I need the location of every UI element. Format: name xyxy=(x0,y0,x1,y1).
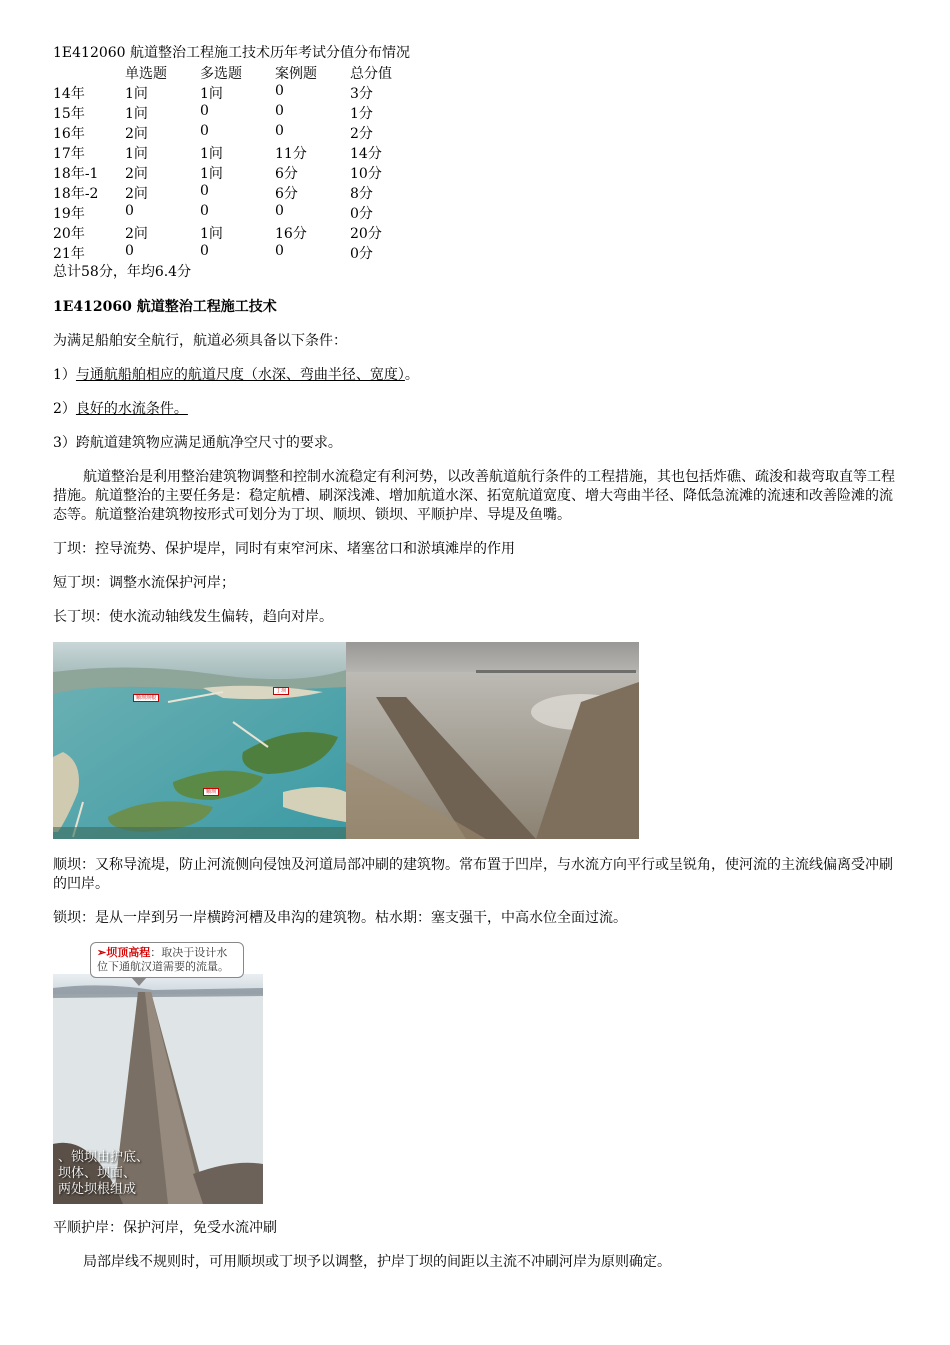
long-dingba-text: 长丁坝：使水流动轴线发生偏转，趋向对岸。 xyxy=(53,609,333,625)
table-cell: 2问 xyxy=(125,226,148,242)
table-row xyxy=(53,203,430,223)
table-cell: 6分 xyxy=(275,186,298,202)
table-row xyxy=(53,143,430,163)
table-row xyxy=(53,223,430,243)
condition-2-prefix: 2） xyxy=(53,401,76,417)
table-row-year: 20年 xyxy=(53,226,85,242)
paragraph-revetment: 局部岸线不规则时，可用顺坝或丁坝予以调整，护岸丁坝的间距以主流不冲刷河岸为原则确定。 xyxy=(83,1254,671,1270)
table-cell: 2问 xyxy=(125,186,148,202)
table-cell: 8分 xyxy=(350,186,373,202)
shunba-text: 顺坝：又称导流堤，防止河流侧向侵蚀及河道局部冲刷的建筑物。常布置于凹岸，与水流方向平行或呈锐角，使河流的主流线偏离受冲刷的凹岸。 xyxy=(53,857,893,892)
table-cell: 0 xyxy=(125,203,134,219)
photo-tag-dingba: 丁坝 xyxy=(273,687,289,695)
photo-row xyxy=(53,642,898,840)
table-cell: 0 xyxy=(200,123,209,139)
table-row-year: 19年 xyxy=(53,206,85,222)
callout-title: ➢坝顶高程 xyxy=(97,946,151,959)
table-cell: 2分 xyxy=(350,126,373,142)
paragraph-river-regulation: 航道整治是利用整治建筑物调整和控制水流稳定有利河势，以改善航道航行条件的工程措施，其也包括炸礁、疏浚和裁弯取直等工程措施。航道整治的主要任务是：稳定航槽、刷深浅滩、增加航道水深、拓宽航道宽度、增大弯曲半径、降低急流滩的流速和改善险滩的流态等。航道整治建筑物按形式可划分为丁坝、顺坝、锁坝、平顺护岸、导堤及鱼嘴。 xyxy=(53,469,895,523)
photo-tag-shunba: 顺坝 xyxy=(203,788,219,796)
condition-2 xyxy=(53,400,898,419)
table-cell: 0 xyxy=(275,203,284,219)
table-cell: 0 xyxy=(200,243,209,259)
condition-1 xyxy=(53,366,898,385)
section-title: 1E412060 航道整治工程施工技术 xyxy=(53,299,277,315)
table-row xyxy=(53,243,430,263)
table-row-year: 18年-2 xyxy=(53,186,99,202)
aerial-groyne-photo xyxy=(53,642,346,839)
table-header-cell: 总分值 xyxy=(350,66,392,82)
condition-3: 3）跨航道建筑物应满足通航净空尺寸的要求。 xyxy=(53,435,342,451)
pingshun-text: 平顺护岸：保护河岸，免受水流冲刷 xyxy=(53,1220,277,1236)
table-cell: 10分 xyxy=(350,166,382,182)
intro-text: 为满足船舶安全航行，航道必须具备以下条件： xyxy=(53,333,347,349)
table-cell: 0 xyxy=(275,123,284,139)
table-cell: 1问 xyxy=(200,146,223,162)
table-cell: 0分 xyxy=(350,206,373,222)
table-header-cell: 案例题 xyxy=(275,66,317,82)
table-row-year: 15年 xyxy=(53,106,85,122)
condition-2-text: 良好的水流条件。 xyxy=(75,401,188,417)
table-row-year: 14年 xyxy=(53,86,85,102)
photo-tag-shunba-root: 顺坝坝根 xyxy=(133,694,159,702)
table-cell: 0 xyxy=(275,83,284,99)
table-header-row xyxy=(53,63,430,83)
table-row-year: 16年 xyxy=(53,126,85,142)
table-cell: 0 xyxy=(200,103,209,119)
table-cell: 0 xyxy=(275,243,284,259)
table-cell: 1问 xyxy=(200,166,223,182)
groyne-ground-photo xyxy=(346,642,639,839)
overlay-line: 坝体、坝面、 xyxy=(58,1166,137,1181)
table-cell: 2问 xyxy=(125,166,148,182)
document-page xyxy=(53,44,898,1272)
table-cell: 20分 xyxy=(350,226,382,242)
condition-1-prefix: 1） xyxy=(53,367,76,383)
table-cell: 0分 xyxy=(350,246,373,262)
table-row xyxy=(53,163,430,183)
table-row-year: 17年 xyxy=(53,146,85,162)
table-cell: 1问 xyxy=(125,146,148,162)
table-header-cell xyxy=(53,63,125,83)
table-row xyxy=(53,123,430,143)
table-cell: 1问 xyxy=(125,106,148,122)
table-row xyxy=(53,83,430,103)
table-cell: 0 xyxy=(125,243,134,259)
table-cell: 3分 xyxy=(350,86,373,102)
table-cell: 1问 xyxy=(200,226,223,242)
suoba-text: 锁坝：是从一岸到另一岸横跨河槽及串沟的建筑物。枯水期：塞支强干，中高水位全面过流。 xyxy=(53,910,627,926)
condition-1-text: 与通航船舶相应的航道尺度（水深、弯曲半径、宽度） xyxy=(75,367,405,383)
callout-text: ：取决于设计水位下通航汉道需要的流量。 xyxy=(97,946,229,973)
table-header-cell: 多选题 xyxy=(200,66,242,82)
table-header-cell: 单选题 xyxy=(125,66,167,82)
suoba-composition-overlay xyxy=(58,1150,149,1198)
suoba-photo-block xyxy=(53,942,263,1204)
table-cell: 1分 xyxy=(350,106,373,122)
overlay-line: 两处坝根组成 xyxy=(58,1182,137,1197)
table-title: 1E412060 航道整治工程施工技术历年考试分值分布情况 xyxy=(53,45,411,61)
table-summary: 总计58分，年均6.4分 xyxy=(53,264,192,280)
table-cell: 0 xyxy=(200,183,209,199)
table-row-year: 18年-1 xyxy=(53,166,99,182)
table-cell: 1问 xyxy=(200,86,223,102)
dingba-text: 丁坝：控导流势、保护堤岸，同时有束窄河床、堵塞岔口和淤填滩岸的作用 xyxy=(53,541,515,557)
condition-1-suffix: 。 xyxy=(404,367,419,383)
short-dingba-text: 短丁坝：调整水流保护河岸； xyxy=(53,575,235,591)
table-body xyxy=(53,83,430,263)
table-cell: 1问 xyxy=(125,86,148,102)
score-table xyxy=(53,63,430,263)
table-row-year: 21年 xyxy=(53,246,85,262)
dam-crest-callout xyxy=(90,942,244,978)
overlay-line: 、锁坝由护底、 xyxy=(58,1150,150,1165)
table-cell: 2问 xyxy=(125,126,148,142)
table-cell: 0 xyxy=(200,203,209,219)
table-row xyxy=(53,103,430,123)
table-row xyxy=(53,183,430,203)
table-cell: 16分 xyxy=(275,226,307,242)
table-cell: 14分 xyxy=(350,146,382,162)
table-cell: 11分 xyxy=(275,146,307,162)
table-cell: 6分 xyxy=(275,166,298,182)
table-cell: 0 xyxy=(275,103,284,119)
